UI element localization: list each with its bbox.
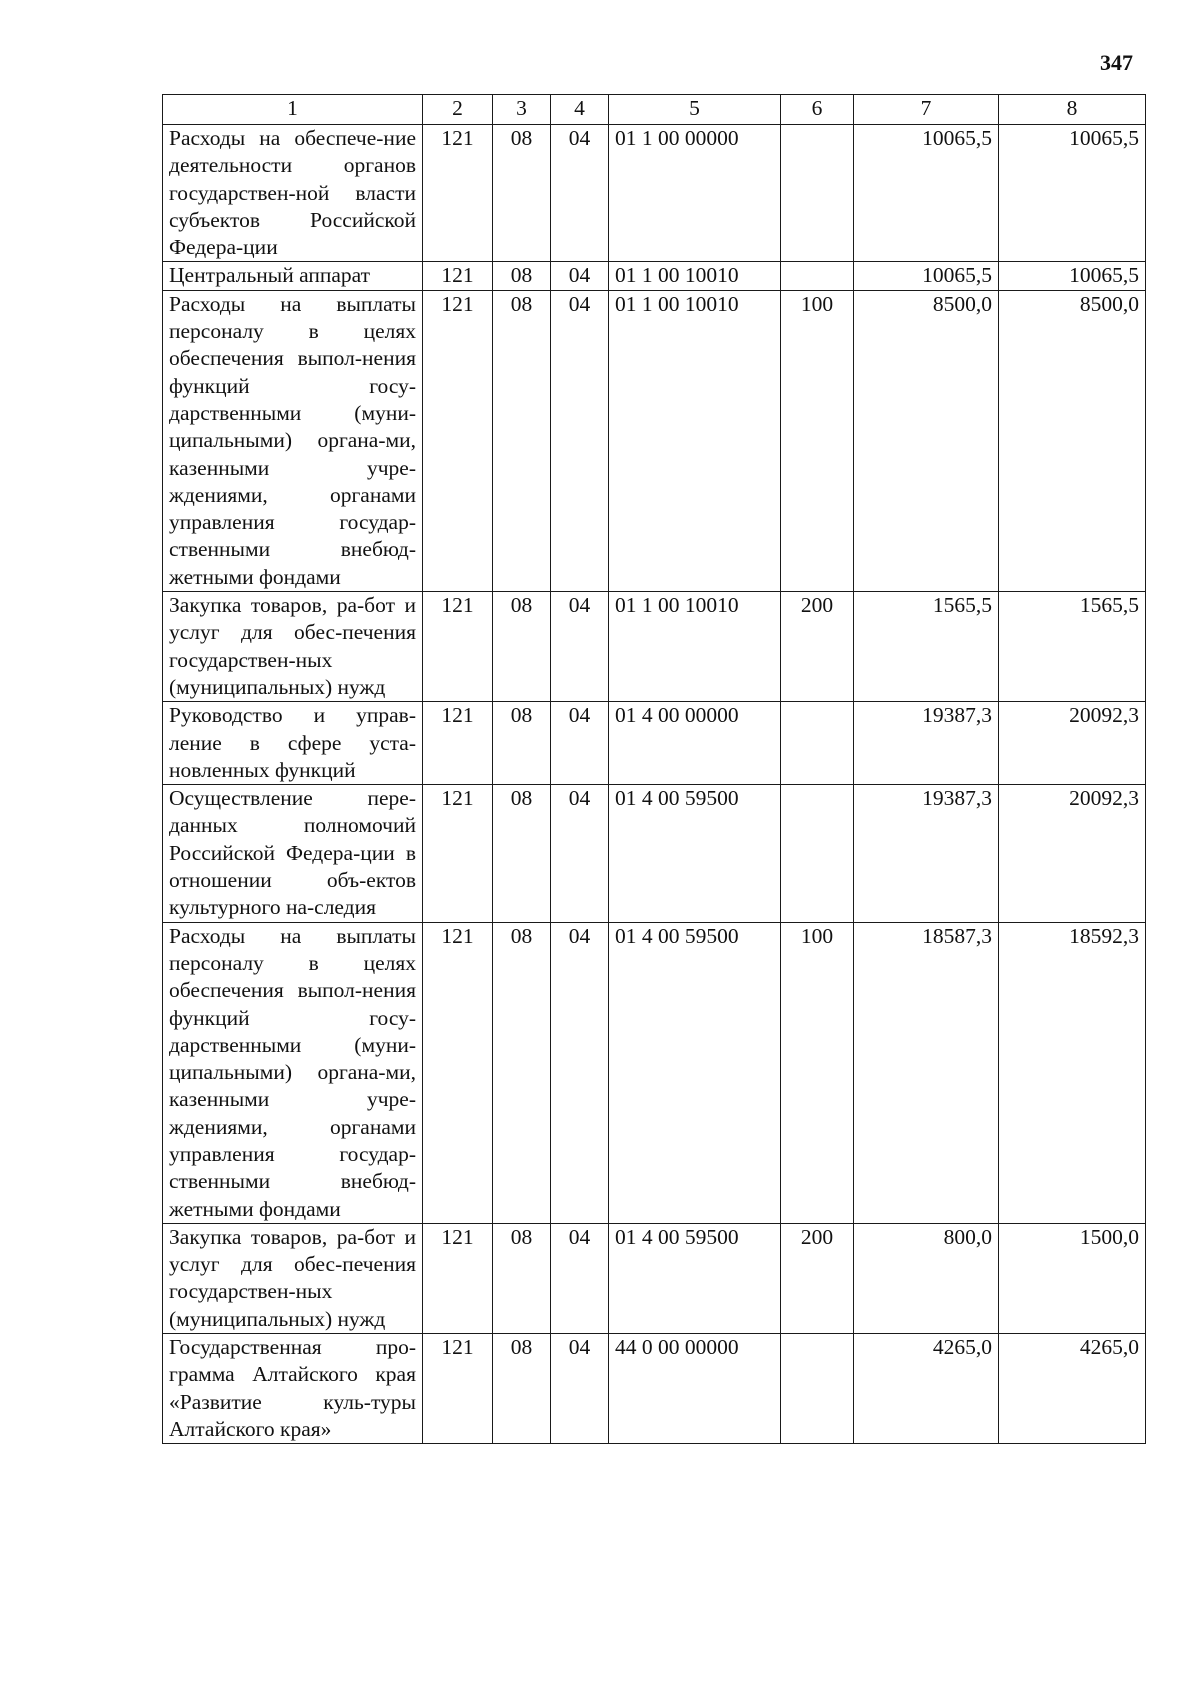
row-description: Центральный аппарат	[163, 262, 423, 290]
col-header: 2	[423, 95, 493, 125]
amount-col-7: 18587,3	[854, 922, 999, 1223]
admin-code: 121	[423, 702, 493, 785]
row-description: Расходы на выплаты персоналу в целях обеспечения выпол-нения функций госу-дарственными (муни-ципальными) органа-ми, казенными учре-ждениями, органами управления государ-ственными внебюд-жетными фондами	[163, 290, 423, 591]
admin-code: 121	[423, 1223, 493, 1333]
expense-type-code: 100	[781, 922, 854, 1223]
admin-code: 121	[423, 785, 493, 922]
target-article-code: 01 4 00 59500	[609, 1223, 781, 1333]
header-row	[163, 95, 1146, 125]
section-code: 08	[493, 290, 551, 591]
expense-type-code: 100	[781, 290, 854, 591]
col-header: 6	[781, 95, 854, 125]
section-code: 08	[493, 125, 551, 262]
expense-type-code	[781, 262, 854, 290]
page-number: 347	[1100, 50, 1133, 75]
amount-col-8: 8500,0	[999, 290, 1146, 591]
col-header: 4	[551, 95, 609, 125]
admin-code: 121	[423, 592, 493, 702]
table-row	[163, 702, 1146, 785]
amount-col-7: 10065,5	[854, 262, 999, 290]
section-code: 08	[493, 592, 551, 702]
expense-type-code: 200	[781, 592, 854, 702]
admin-code: 121	[423, 262, 493, 290]
row-description: Государственная про-грамма Алтайского края «Развитие куль-туры Алтайского края»	[163, 1334, 423, 1444]
row-description: Расходы на обеспече-ние деятельности органов государствен-ной власти субъектов Российской Федера-ции	[163, 125, 423, 262]
section-code: 08	[493, 1334, 551, 1444]
subsection-code: 04	[551, 290, 609, 591]
amount-col-7: 1565,5	[854, 592, 999, 702]
table-row	[163, 1223, 1146, 1333]
expense-type-code	[781, 702, 854, 785]
amount-col-8: 10065,5	[999, 125, 1146, 262]
amount-col-8: 10065,5	[999, 262, 1146, 290]
table-row	[163, 922, 1146, 1223]
subsection-code: 04	[551, 125, 609, 262]
subsection-code: 04	[551, 592, 609, 702]
amount-col-8: 20092,3	[999, 702, 1146, 785]
table-row	[163, 262, 1146, 290]
table-row	[163, 125, 1146, 262]
subsection-code: 04	[551, 262, 609, 290]
target-article-code: 44 0 00 00000	[609, 1334, 781, 1444]
admin-code: 121	[423, 922, 493, 1223]
target-article-code: 01 1 00 10010	[609, 592, 781, 702]
amount-col-7: 4265,0	[854, 1334, 999, 1444]
row-description: Осуществление пере-данных полномочий Российской Федера-ции в отношении объ-ектов культурного на-следия	[163, 785, 423, 922]
admin-code: 121	[423, 290, 493, 591]
col-header: 3	[493, 95, 551, 125]
col-header: 1	[163, 95, 423, 125]
target-article-code: 01 1 00 10010	[609, 290, 781, 591]
col-header: 8	[999, 95, 1146, 125]
row-description: Руководство и управ-ление в сфере уста-новленных функций	[163, 702, 423, 785]
admin-code: 121	[423, 125, 493, 262]
target-article-code: 01 1 00 00000	[609, 125, 781, 262]
target-article-code: 01 4 00 59500	[609, 785, 781, 922]
table-row	[163, 785, 1146, 922]
table-row	[163, 1334, 1146, 1444]
table-row	[163, 290, 1146, 591]
expense-type-code	[781, 785, 854, 922]
amount-col-7: 800,0	[854, 1223, 999, 1333]
subsection-code: 04	[551, 1334, 609, 1444]
amount-col-7: 10065,5	[854, 125, 999, 262]
section-code: 08	[493, 262, 551, 290]
target-article-code: 01 1 00 10010	[609, 262, 781, 290]
target-article-code: 01 4 00 00000	[609, 702, 781, 785]
table-row	[163, 592, 1146, 702]
amount-col-8: 18592,3	[999, 922, 1146, 1223]
amount-col-7: 19387,3	[854, 785, 999, 922]
subsection-code: 04	[551, 922, 609, 1223]
amount-col-8: 20092,3	[999, 785, 1146, 922]
expense-type-code: 200	[781, 1223, 854, 1333]
section-code: 08	[493, 785, 551, 922]
section-code: 08	[493, 922, 551, 1223]
target-article-code: 01 4 00 59500	[609, 922, 781, 1223]
amount-col-8: 1500,0	[999, 1223, 1146, 1333]
subsection-code: 04	[551, 702, 609, 785]
amount-col-8: 4265,0	[999, 1334, 1146, 1444]
row-description: Расходы на выплаты персоналу в целях обеспечения выпол-нения функций госу-дарственными (муни-ципальными) органа-ми, казенными учре-ждениями, органами управления государ-ственными внебюд-жетными фондами	[163, 922, 423, 1223]
col-header: 7	[854, 95, 999, 125]
section-code: 08	[493, 702, 551, 785]
amount-col-8: 1565,5	[999, 592, 1146, 702]
subsection-code: 04	[551, 1223, 609, 1333]
budget-table	[162, 94, 1146, 1444]
row-description: Закупка товаров, ра-бот и услуг для обес-печения государствен-ных (муниципальных) нужд	[163, 592, 423, 702]
section-code: 08	[493, 1223, 551, 1333]
amount-col-7: 19387,3	[854, 702, 999, 785]
admin-code: 121	[423, 1334, 493, 1444]
col-header: 5	[609, 95, 781, 125]
expense-type-code	[781, 1334, 854, 1444]
amount-col-7: 8500,0	[854, 290, 999, 591]
expense-type-code	[781, 125, 854, 262]
subsection-code: 04	[551, 785, 609, 922]
row-description: Закупка товаров, ра-бот и услуг для обес-печения государствен-ных (муниципальных) нужд	[163, 1223, 423, 1333]
